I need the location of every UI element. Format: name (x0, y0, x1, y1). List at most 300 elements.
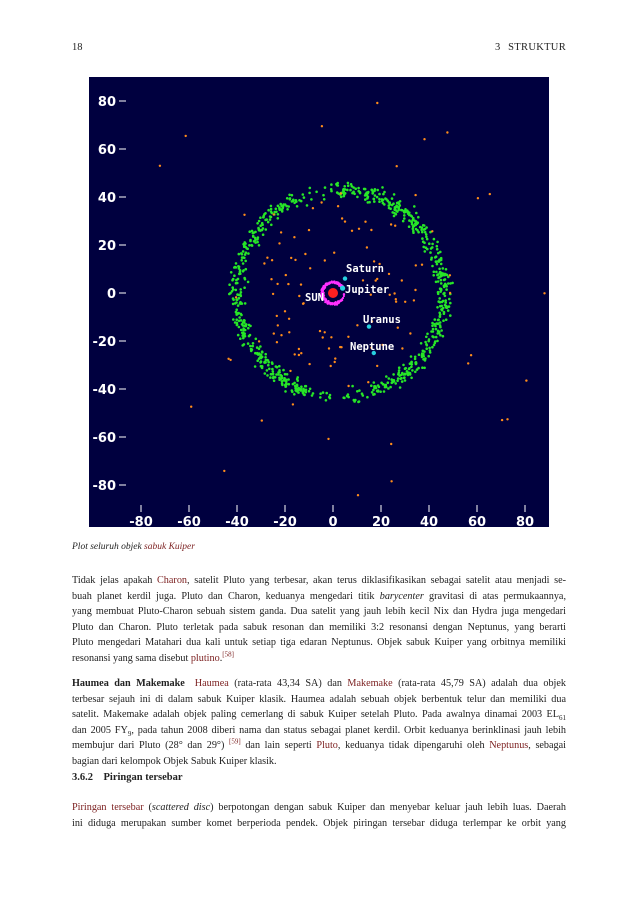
kuiper-object-dot (232, 303, 235, 306)
scattered-object-dot (358, 228, 360, 230)
scattered-object-dot (470, 354, 472, 356)
scattered-object-dot (395, 298, 397, 300)
kuiper-object-dot (422, 355, 425, 358)
kuiper-object-dot (244, 246, 247, 249)
p1-line-5: Pluto mengedari Matahari dua kali untuk setiap tiga edaran Neptunus. Objek sabuk Kuiper yang orbitnya memiliki (72, 637, 566, 649)
kuiper-object-dot (370, 189, 373, 192)
scattered-object-dot (290, 257, 292, 259)
kuiper-object-dot (319, 392, 322, 395)
kuiper-object-dot (424, 250, 427, 253)
p1-line-3: yang membuat Pluto-Charon sebuah sistem ganda. Dua satelit yang jauh lebih kecil Nix dan Hydra juga mengedari (72, 606, 566, 618)
kuiper-object-dot (277, 217, 280, 220)
scattered-object-dot (320, 201, 322, 203)
kuiper-object-dot (373, 200, 376, 203)
kuiper-object-dot (249, 345, 252, 348)
kuiper-object-dot (269, 376, 272, 379)
kuiper-object-dot (297, 391, 300, 394)
kuiper-object-dot (425, 236, 428, 239)
scattered-object-dot (414, 194, 416, 196)
kuiper-object-dot (395, 209, 398, 212)
scattered-object-dot (347, 385, 349, 387)
scattered-object-dot (288, 318, 290, 320)
scattered-object-dot (401, 279, 403, 281)
kuiper-object-dot (284, 385, 287, 388)
kuiper-object-dot (306, 204, 309, 207)
kuiper-object-dot (402, 364, 405, 367)
kuiper-object-dot (236, 323, 239, 326)
kuiper-object-dot (393, 215, 396, 218)
kuiper-object-dot (422, 224, 425, 227)
kuiper-object-dot (252, 235, 255, 238)
scattered-object-dot (258, 340, 260, 342)
kuiper-object-dot (247, 252, 250, 255)
kuiper-object-dot (421, 366, 424, 369)
kuiper-object-dot (430, 258, 433, 261)
kuiper-object-dot (415, 212, 418, 215)
kuiper-object-dot (264, 353, 267, 356)
kuiper-object-dot (420, 342, 423, 345)
kuiper-object-dot (241, 253, 244, 256)
kuiper-object-dot (391, 382, 394, 385)
kuiper-object-dot (392, 202, 395, 205)
kuiper-object-dot (367, 191, 370, 194)
kuiper-object-dot (257, 353, 260, 356)
p1-text: resonansi yang sama disebut (72, 652, 191, 664)
kuiper-object-dot (377, 384, 380, 387)
kuiper-object-dot (357, 401, 360, 404)
kuiper-object-dot (426, 238, 429, 241)
kuiper-object-dot (240, 314, 243, 317)
running-header (72, 42, 566, 56)
scattered-object-dot (337, 205, 339, 207)
inner-object-dot (327, 300, 329, 302)
kuiper-object-dot (424, 341, 427, 344)
scattered-object-dot (347, 336, 349, 338)
kuiper-object-dot (237, 334, 240, 337)
kuiper-object-dot (243, 319, 246, 322)
p1-line-6 (72, 651, 566, 667)
kuiper-object-dot (387, 387, 390, 390)
kuiper-object-dot (330, 190, 333, 193)
kuiper-object-dot (372, 389, 375, 392)
inner-object-dot (325, 284, 327, 286)
scattered-object-dot (328, 347, 330, 349)
inner-object-dot (330, 302, 332, 304)
inner-object-dot (324, 301, 326, 303)
kuiper-object-dot (411, 369, 414, 372)
kuiper-object-dot (247, 342, 250, 345)
scattered-object-dot (298, 354, 300, 356)
runin-heading: Haumea dan Makemake (72, 678, 185, 689)
kuiper-object-dot (270, 205, 273, 208)
kuiper-object-dot (376, 189, 379, 192)
kuiper-object-dot (286, 197, 289, 200)
y-tick-label: 80 (97, 95, 116, 110)
scattered-object-dot (277, 324, 279, 326)
p2-line-6: bagian dari kelompok Objek Sabuk Kuiper klasik. (72, 755, 277, 767)
kuiper-object-dot (266, 374, 269, 377)
kuiper-object-dot (370, 384, 373, 387)
scattered-object-dot (263, 262, 265, 264)
scattered-object-dot (321, 125, 323, 127)
citation-59[interactable]: [59] (229, 737, 241, 746)
kuiper-object-dot (442, 293, 445, 296)
scattered-object-dot (308, 229, 310, 231)
kuiper-object-dot (413, 205, 416, 208)
kuiper-object-dot (395, 213, 398, 216)
kuiper-object-dot (336, 191, 339, 194)
kuiper-object-dot (247, 327, 250, 330)
kuiper-object-dot (242, 332, 245, 335)
kuiper-object-dot (437, 252, 440, 255)
kuiper-object-dot (437, 330, 440, 333)
kuiper-object-dot (302, 391, 305, 394)
kuiper-object-dot (346, 189, 349, 192)
kuiper-object-dot (288, 194, 291, 197)
kuiper-object-dot (254, 365, 257, 368)
kuiper-belt-figure (89, 77, 549, 527)
kuiper-object-dot (432, 328, 435, 331)
kuiper-object-dot (277, 213, 280, 216)
kuiper-object-dot (285, 381, 288, 384)
kuiper-object-dot (244, 302, 247, 305)
kuiper-object-dot (267, 364, 270, 367)
kuiper-object-dot (240, 291, 243, 294)
page-number: 18 (72, 42, 83, 53)
p1-line-4: Pluto dan Charon. Pluto terletak pada sabuk resonan dan memiliki 3:2 resonansi dengan Neptunus, yang berarti (72, 621, 566, 633)
scattered-object-dot (304, 253, 306, 255)
kuiper-object-dot (253, 231, 256, 234)
kuiper-object-dot (240, 329, 243, 332)
kuiper-object-dot (421, 352, 424, 355)
kuiper-object-dot (232, 278, 235, 281)
kuiper-object-dot (414, 358, 417, 361)
kuiper-object-dot (404, 379, 407, 382)
link-piringan-tersebar[interactable]: Piringan tersebar (72, 802, 144, 813)
kuiper-object-dot (421, 237, 424, 240)
x-tick-label: -80 (129, 515, 153, 527)
caption-link-kuiper[interactable]: sabuk Kuiper (144, 542, 195, 552)
kuiper-object-dot (260, 365, 263, 368)
kuiper-object-dot (373, 381, 376, 384)
y-tick-label: -40 (92, 383, 116, 398)
kuiper-object-dot (319, 396, 322, 399)
kuiper-object-dot (266, 369, 269, 372)
kuiper-object-dot (288, 383, 291, 386)
kuiper-object-dot (422, 358, 425, 361)
kuiper-object-dot (239, 288, 242, 291)
scattered-object-dot (298, 295, 300, 297)
kuiper-object-dot (296, 379, 299, 382)
scattered-object-dot (351, 230, 353, 232)
neptune-label: Neptune (350, 341, 395, 353)
kuiper-object-dot (423, 228, 426, 231)
kuiper-object-dot (304, 385, 307, 388)
kuiper-object-dot (347, 182, 350, 185)
scattered-object-dot (280, 231, 282, 233)
planet-saturn (343, 276, 347, 280)
kuiper-object-dot (445, 318, 448, 321)
scattered-object-dot (489, 193, 491, 195)
p2-text: dan 2005 FY (72, 724, 128, 736)
kuiper-object-dot (240, 259, 243, 262)
kuiper-object-dot (410, 355, 413, 358)
x-tick-label: -20 (273, 515, 297, 527)
kuiper-object-dot (311, 394, 314, 397)
scattered-object-dot (423, 138, 425, 140)
citation-58[interactable]: [58] (222, 650, 234, 659)
kuiper-object-dot (241, 323, 244, 326)
kuiper-object-dot (437, 318, 440, 321)
kuiper-object-dot (361, 392, 364, 395)
p1-text: Tidak jelas apakah (72, 575, 158, 586)
kuiper-object-dot (367, 201, 370, 204)
scattered-object-dot (312, 207, 314, 209)
x-tick-label: 20 (371, 515, 391, 527)
kuiper-object-dot (259, 216, 262, 219)
scattered-object-dot (396, 165, 398, 167)
x-tick-label: 60 (467, 515, 487, 527)
scattered-object-dot (292, 403, 294, 405)
kuiper-object-dot (411, 363, 414, 366)
kuiper-object-dot (382, 383, 385, 386)
kuiper-object-dot (356, 196, 359, 199)
link-haumea[interactable]: Haumea (194, 678, 229, 689)
scattered-object-dot (294, 259, 296, 261)
kuiper-object-dot (243, 286, 246, 289)
kuiper-object-dot (391, 211, 394, 214)
kuiper-object-dot (443, 312, 446, 315)
kuiper-object-dot (428, 242, 431, 245)
kuiper-object-dot (440, 329, 443, 332)
kuiper-object-dot (349, 189, 352, 192)
scattered-object-dot (467, 362, 469, 364)
kuiper-object-dot (244, 278, 247, 281)
scattered-object-dot (366, 246, 368, 248)
scattered-object-dot (185, 135, 187, 137)
kuiper-object-dot (241, 256, 244, 259)
kuiper-object-dot (286, 373, 289, 376)
p2-text: , keduanya tidak dipengaruhi oleh (337, 740, 490, 752)
scattered-object-dot (393, 292, 395, 294)
kuiper-object-dot (262, 216, 265, 219)
scattered-object-dot (287, 283, 289, 285)
kuiper-object-dot (240, 319, 243, 322)
kuiper-object-dot (254, 352, 257, 355)
kuiper-object-dot (243, 324, 246, 327)
inner-object-dot (329, 281, 331, 283)
scattered-object-dot (376, 102, 378, 104)
kuiper-object-dot (269, 218, 272, 221)
scattered-object-dot (390, 480, 392, 482)
kuiper-object-dot (267, 221, 270, 224)
kuiper-object-dot (430, 330, 433, 333)
scattered-object-dot (339, 346, 341, 348)
kuiper-object-dot (449, 314, 452, 317)
kuiper-object-dot (296, 205, 299, 208)
kuiper-object-dot (428, 347, 431, 350)
link-makemake[interactable]: Makemake (347, 678, 393, 689)
kuiper-object-dot (397, 377, 400, 380)
kuiper-object-dot (440, 279, 443, 282)
kuiper-object-dot (371, 391, 374, 394)
kuiper-object-dot (260, 354, 263, 357)
p1-text: gravitasi di atas permukaannya, (423, 590, 566, 602)
kuiper-object-dot (264, 372, 267, 375)
section-heading (72, 772, 183, 783)
kuiper-object-dot (376, 196, 379, 199)
kuiper-object-dot (239, 302, 242, 305)
kuiper-object-dot (438, 268, 441, 271)
kuiper-object-dot (444, 278, 447, 281)
kuiper-object-dot (228, 283, 231, 286)
kuiper-object-dot (324, 186, 327, 189)
y-tick-label: -60 (92, 431, 116, 446)
x-tick-label: 80 (515, 515, 535, 527)
kuiper-object-dot (418, 353, 421, 356)
scattered-object-dot (285, 274, 287, 276)
link-plutino[interactable]: plutino (190, 652, 220, 664)
kuiper-object-dot (242, 262, 245, 265)
y-tick-label: 20 (97, 239, 116, 254)
link-charon[interactable]: Charon (157, 575, 188, 586)
kuiper-object-dot (378, 198, 381, 201)
p3-text: ( (143, 802, 152, 813)
kuiper-object-dot (373, 190, 376, 193)
scattered-object-dot (375, 279, 377, 281)
kuiper-object-dot (373, 393, 376, 396)
kuiper-object-dot (365, 193, 368, 196)
kuiper-object-dot (275, 365, 278, 368)
kuiper-object-dot (393, 193, 396, 196)
kuiper-object-dot (357, 187, 360, 190)
kuiper-object-dot (441, 301, 444, 304)
scattered-object-dot (270, 278, 272, 280)
kuiper-object-dot (427, 355, 430, 358)
kuiper-object-dot (264, 212, 267, 215)
inner-object-dot (332, 302, 334, 304)
scattered-object-dot (404, 301, 406, 303)
scattered-object-dot (276, 283, 278, 285)
kuiper-object-dot (426, 333, 429, 336)
kuiper-object-dot (238, 316, 241, 319)
scattered-object-dot (190, 406, 192, 408)
kuiper-object-dot (436, 340, 439, 343)
scattered-object-dot (388, 273, 390, 275)
scattered-object-dot (324, 259, 326, 261)
kuiper-object-dot (433, 271, 436, 274)
kuiper-object-dot (445, 285, 448, 288)
kuiper-object-dot (293, 382, 296, 385)
kuiper-object-dot (343, 193, 346, 196)
kuiper-object-dot (403, 214, 406, 217)
kuiper-object-dot (259, 224, 262, 227)
kuiper-object-dot (235, 301, 238, 304)
kuiper-object-dot (443, 274, 446, 277)
kuiper-object-dot (322, 391, 325, 394)
subscript: 61 (559, 714, 566, 723)
kuiper-object-dot (270, 224, 273, 227)
kuiper-object-dot (435, 328, 438, 331)
kuiper-object-dot (274, 376, 277, 379)
scattered-object-dot (501, 419, 503, 421)
kuiper-object-dot (435, 255, 438, 258)
scattered-object-dot (525, 379, 527, 381)
y-tick-label: 0 (106, 287, 116, 302)
kuiper-object-dot (366, 396, 369, 399)
kuiper-object-dot (278, 371, 281, 374)
kuiper-object-dot (407, 211, 410, 214)
kuiper-object-dot (430, 247, 433, 250)
kuiper-object-dot (232, 297, 235, 300)
scattered-object-dot (276, 341, 278, 343)
kuiper-object-dot (286, 208, 289, 211)
kuiper-object-dot (271, 368, 274, 371)
kuiper-object-dot (342, 191, 345, 194)
kuiper-object-dot (439, 324, 442, 327)
kuiper-object-dot (285, 205, 288, 208)
kuiper-object-dot (421, 231, 424, 234)
kuiper-object-dot (230, 271, 233, 274)
kuiper-object-dot (404, 367, 407, 370)
kuiper-object-dot (429, 251, 432, 254)
kuiper-object-dot (241, 334, 244, 337)
link-neptunus[interactable]: Neptunus (489, 740, 529, 752)
kuiper-object-dot (437, 291, 440, 294)
kuiper-object-dot (244, 242, 247, 245)
kuiper-object-dot (282, 369, 285, 372)
inner-object-dot (331, 281, 333, 283)
kuiper-object-dot (436, 245, 439, 248)
kuiper-object-dot (354, 187, 357, 190)
p2-text: , sebagai (528, 740, 566, 752)
kuiper-object-dot (373, 198, 376, 201)
kuiper-object-dot (435, 281, 438, 284)
kuiper-object-dot (298, 199, 301, 202)
scattered-object-dot (276, 315, 278, 317)
kuiper-object-dot (431, 265, 434, 268)
inner-object-dot (337, 302, 339, 304)
paragraph-haumea-makemake (72, 676, 566, 770)
kuiper-object-dot (325, 399, 328, 402)
kuiper-object-dot (371, 192, 374, 195)
kuiper-object-dot (310, 198, 313, 201)
scattered-object-dot (390, 223, 392, 225)
inner-object-dot (333, 281, 335, 283)
scattered-object-dot (298, 348, 300, 350)
kuiper-object-dot (436, 248, 439, 251)
kuiper-object-dot (270, 216, 273, 219)
kuiper-object-dot (248, 324, 251, 327)
kuiper-object-dot (440, 282, 443, 285)
link-pluto[interactable]: Pluto (316, 740, 338, 752)
kuiper-object-dot (383, 390, 386, 393)
kuiper-object-dot (262, 233, 265, 236)
kuiper-object-dot (235, 311, 238, 314)
kuiper-object-dot (289, 197, 292, 200)
kuiper-object-dot (291, 389, 294, 392)
kuiper-object-dot (388, 201, 391, 204)
kuiper-object-dot (256, 222, 259, 225)
kuiper-object-dot (389, 207, 392, 210)
kuiper-object-dot (235, 282, 238, 285)
kuiper-object-dot (398, 371, 401, 374)
kuiper-object-dot (242, 250, 245, 253)
kuiper-object-dot (422, 350, 425, 353)
kuiper-object-dot (433, 323, 436, 326)
kuiper-object-dot (435, 260, 438, 263)
scattered-object-dot (235, 296, 237, 298)
